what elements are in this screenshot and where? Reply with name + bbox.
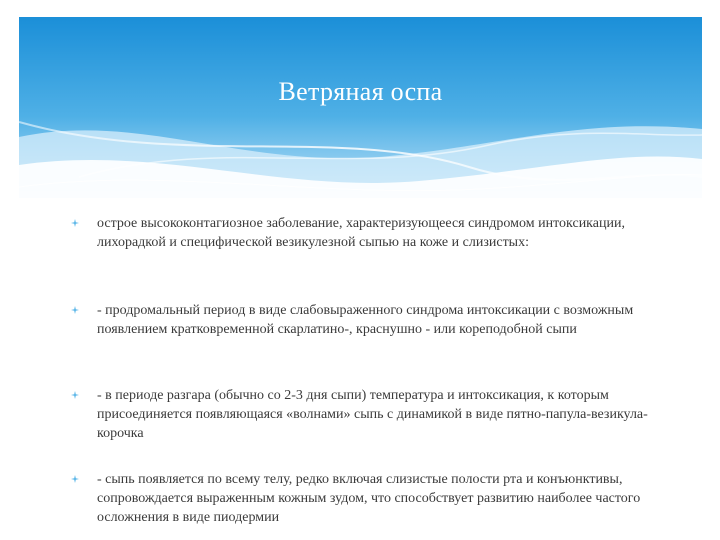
bullet-text: - продромальный период в виде слабовыраженного синдрома интоксикации с возможным появлением кратковременной скарлатино-, краснушно - или кореподобной сыпи	[97, 303, 634, 337]
bullet-text: - сыпь появляется по всему телу, редко включая слизистые полости рта и конъюнктивы, сопровождается выраженным кожным зудом, что способствует развитию наиболее частого осложнения в виде пиодермии	[97, 472, 641, 525]
bullet-item	[71, 301, 651, 339]
bullet-star-icon	[71, 391, 79, 399]
bullet-text: острое высококонтагиозное заболевание, характеризующееся синдромом интоксикации, лихорадкой и специфической везикулезной сыпью на коже и слизистых:	[97, 216, 625, 250]
bullet-star-icon	[71, 219, 79, 227]
bullet-star-icon	[71, 475, 79, 483]
bullet-item	[71, 470, 651, 527]
bullet-star-icon	[71, 306, 79, 314]
bullet-item	[71, 214, 651, 252]
bullet-text: - в периоде разгара (обычно со 2-3 дня сыпи) температура и интоксикация, к которым присоединяется появляющаяся «волнами» сыпь с динамикой в виде пятно-папула-везикула-корочка	[97, 388, 648, 441]
bullet-item	[71, 386, 651, 443]
title-banner	[19, 17, 702, 198]
banner-background	[19, 17, 702, 198]
slide-title: Ветряная оспа	[278, 77, 443, 106]
